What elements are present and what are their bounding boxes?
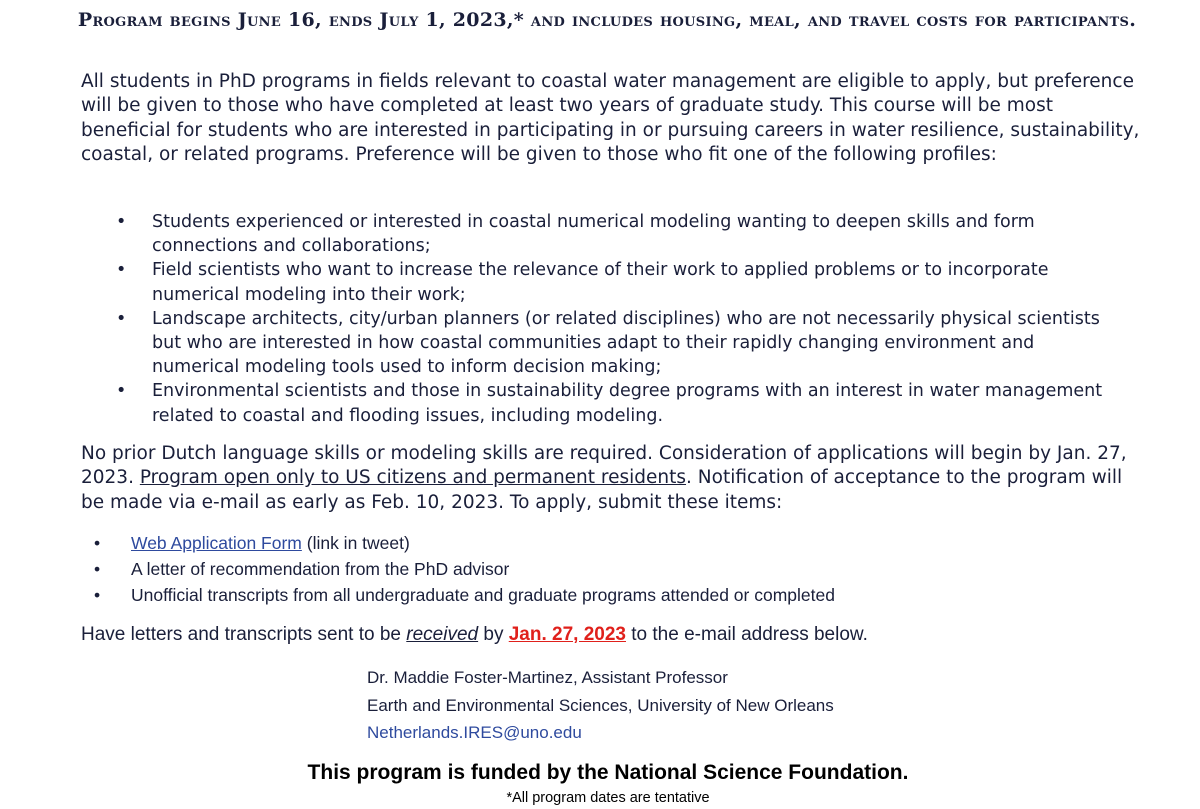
- web-application-form-link[interactable]: Web Application Form: [131, 533, 302, 553]
- contact-email-link[interactable]: Netherlands.IRES@uno.edu: [367, 723, 582, 742]
- application-item: • Web Application Form (link in tweet): [90, 530, 1090, 556]
- profile-item: • Landscape architects, city/urban planners (or related disciplines) who are not necessarily physical scientists but who are interested in how coastal communities adapt to their rapidly changing environment and numerical modeling tools used to inform decision making;: [116, 308, 1100, 378]
- profile-item: • Students experienced or interested in coastal numerical modeling wanting to deepen skills and form connections and collaborations;: [116, 212, 1035, 257]
- bullet-icon: •: [94, 585, 101, 606]
- application-items-list: [90, 530, 1090, 609]
- bullet-icon: •: [116, 260, 127, 281]
- funding-statement: This program is funded by the National Science Foundation.: [307, 761, 909, 784]
- contact-name: Dr. Maddie Foster-Martinez, Assistant Professor: [367, 668, 728, 687]
- requirements-paragraph: No prior Dutch language skills or modeling skills are required. Consideration of applications will begin by Jan. 27, 2023. Program open only to US citizens and permanent residents. Notification of acceptance to the program will be made via e-mail as early as Feb. 10, 2023. To apply, submit these items:: [81, 443, 1127, 513]
- eligibility-paragraph: All students in PhD programs in fields relevant to coastal water management are eligible to apply, but preference will be given to those who have completed at least two years of graduate study. This course will be most beneficial for students who are interested in participating in or pursuing careers in water resilience, sustainability, coastal, or related programs. Preference will be given to those who fit one of the following profiles:: [81, 71, 1140, 166]
- application-item: • A letter of recommendation from the PhD advisor: [90, 556, 1090, 582]
- bullet-icon: •: [94, 533, 101, 553]
- bullet-icon: •: [94, 559, 101, 580]
- deadline-paragraph: Have letters and transcripts sent to be received by Jan. 27, 2023 to the e-mail address below.: [81, 624, 868, 645]
- tentative-dates-note: *All program dates are tentative: [506, 790, 710, 806]
- bullet-icon: •: [116, 212, 127, 232]
- program-dates-headline: Program begins June 16, ends July 1, 2023,* and includes housing, meal, and travel costs for participants.: [77, 9, 1137, 31]
- contact-block: [367, 664, 1067, 747]
- profile-item: • Environmental scientists and those in sustainability degree programs with an interest in water management related to coastal and flooding issues, including modeling.: [116, 381, 1103, 426]
- contact-department: Earth and Environmental Sciences, University of New Orleans: [367, 695, 834, 715]
- citizenship-requirement: Program open only to US citizens and permanent residents: [139, 467, 687, 489]
- preferred-profiles-list: [110, 210, 1110, 428]
- application-item: • Unofficial transcripts from all undergraduate and graduate programs attended or completed: [90, 582, 1090, 608]
- bullet-icon: •: [116, 381, 127, 402]
- deadline-date: Jan. 27, 2023: [508, 624, 626, 645]
- received-emphasis: received: [406, 624, 479, 645]
- profile-item: • Field scientists who want to increase the relevance of their work to applied problems or to incorporate numerical modeling into their work;: [116, 260, 1049, 305]
- bullet-icon: •: [116, 308, 127, 329]
